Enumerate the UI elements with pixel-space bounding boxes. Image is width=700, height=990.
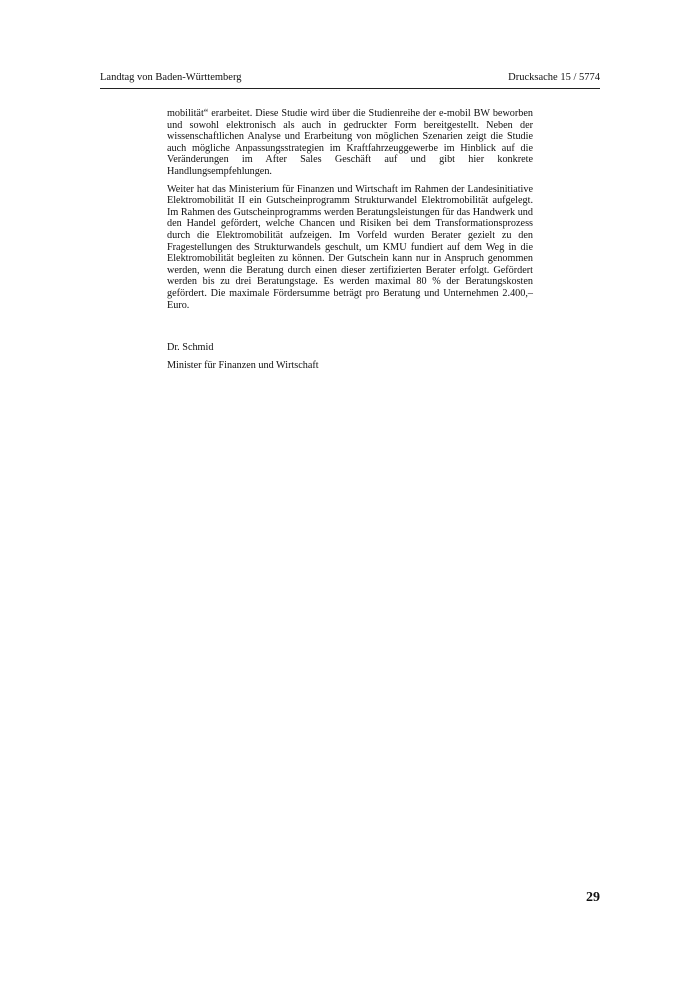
- signature-block: [167, 342, 533, 371]
- body-paragraph-1: mobilität“ erarbeitet. Diese Studie wird über die Studienreihe der e-mobil BW beworben und sowohl elektronisch als auch in gedruckter Form bereitgestellt. Neben der wissenschaftlichen Analyse und Erarbeitung von möglichen Szenarien zeigt die Studie auch mögliche Anpassungsstrategien im Kraftfahrzeuggewerbe im Hinblick auf die Veränderungen im After Sales Geschäft auf und gibt hier konkrete Handlungsempfehlungen.: [167, 108, 533, 177]
- page-number: 29: [586, 890, 600, 905]
- header-rule: [100, 88, 600, 89]
- signature-title: Minister für Finanzen und Wirtschaft: [167, 359, 319, 371]
- signature-name: Dr. Schmid: [167, 342, 214, 353]
- body-paragraph-2: Weiter hat das Ministerium für Finanzen und Wirtschaft im Rahmen der Landesinitiative Elektromobilität II ein Gutscheinprogramm Strukturwandel Elektromobilität aufgelegt. Im Rahmen des Gutscheinprogramms werden Beratungsleistungen für das Handwerk und den Handel gefördert, welche Chancen und Risiken bei dem Transformationsprozess durch die Elektromobilität aufzeigen. Im Vorfeld wurden Berater gezielt zu den Fragestellungen des Strukturwandels geschult, um KMU fundiert auf dem Weg in die Elektromobilität begleiten zu können. Der Gutschein kann nur in Anspruch genommen werden, wenn die Beratung durch einen dieser zertifizierten Berater erfolgt. Gefördert werden bis zu drei Beratungstage. Es werden maximal 80 % der Beratungskosten gefördert. Die maximale Fördersumme beträgt pro Beratung und Unternehmen 2.400,– Euro.: [167, 183, 533, 311]
- header-left-text: Landtag von Baden-Württemberg: [100, 72, 242, 83]
- document-body: [167, 108, 533, 317]
- page-header: [100, 71, 600, 89]
- header-right-text: Drucksache 15 / 5774: [508, 72, 600, 83]
